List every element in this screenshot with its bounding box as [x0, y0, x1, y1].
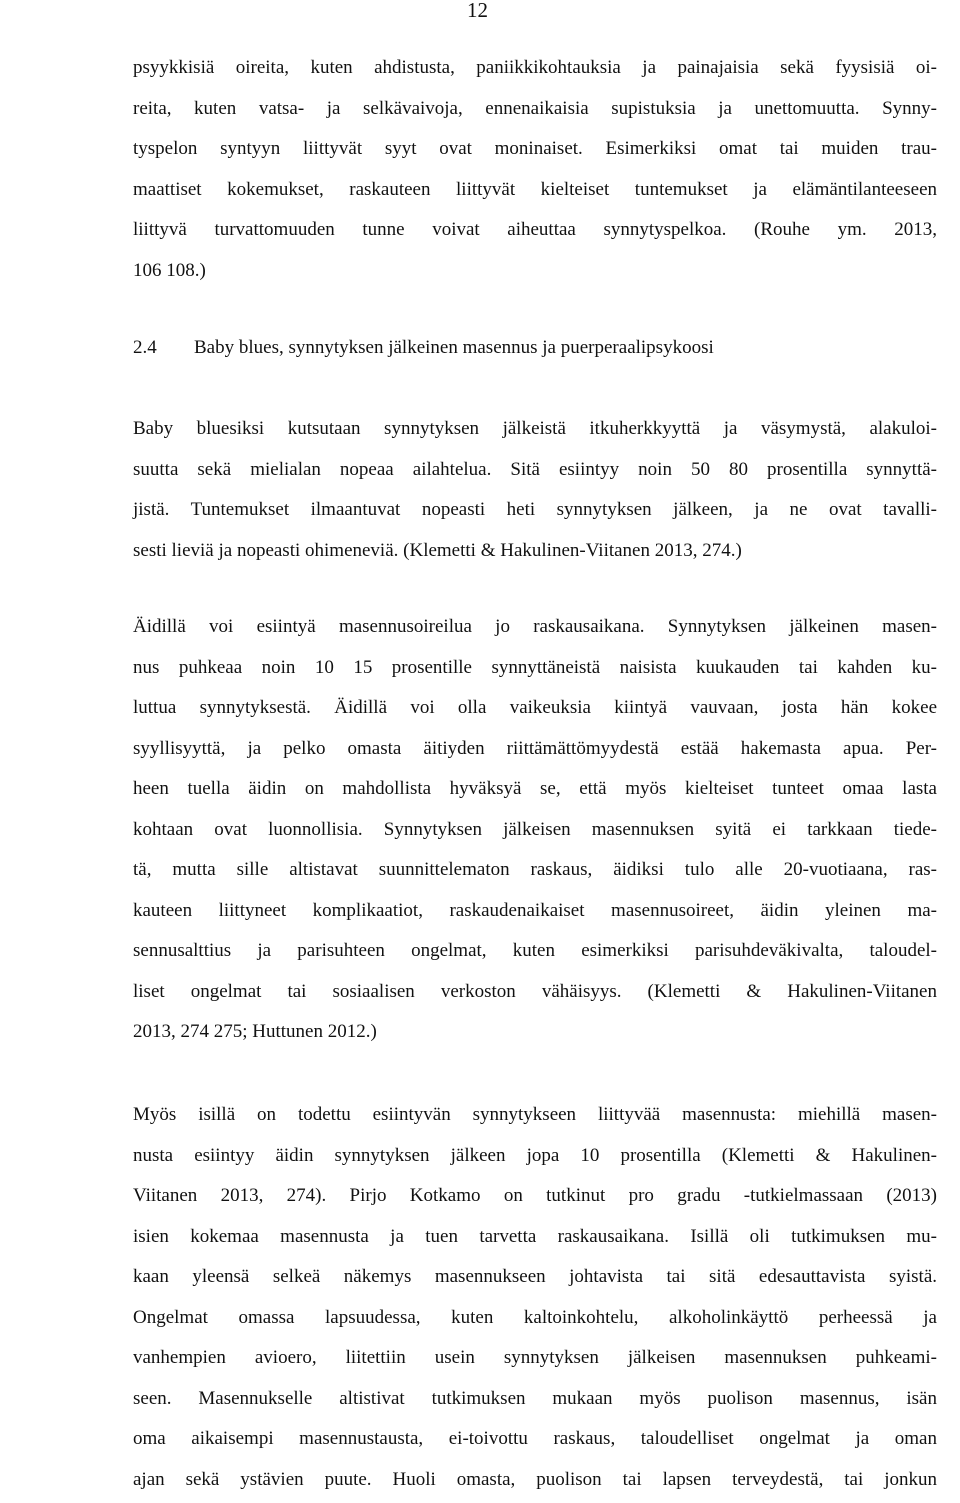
paragraph-line: nus puhkeaa noin 10 15 prosentille synnyttäneistä naisista kuukauden tai kahden ku-	[133, 656, 937, 678]
paragraph-line: sesti lieviä ja nopeasti ohimeneviä. (Klemetti & Hakulinen-Viitanen 2013, 274.)	[133, 539, 742, 561]
paragraph-line: isien kokemaa masennusta ja tuen tarvetta raskausaikana. Isillä oli tutkimuksen mu-	[133, 1225, 937, 1247]
paragraph-4	[133, 1095, 937, 1500]
paragraph-line: syyllisyyttä, ja pelko omasta äitiyden riittämättömyydestä estää hakemasta apua. Per-	[133, 737, 937, 759]
paragraph-line: heen tuella äidin on mahdollista hyväksyä se, että myös kielteiset tunteet omaa lasta	[133, 778, 937, 799]
paragraph-line: psyykkisiä oireita, kuten ahdistusta, paniikkikohtauksia ja painajaisia sekä fyysisiä oi-	[133, 57, 937, 78]
paragraph-line: Äidillä voi esiintyä masennusoireilua jo raskausaikana. Synnytyksen jälkeinen masen-	[133, 616, 937, 637]
paragraph-line: nusta esiintyy äidin synnytyksen jälkeen jopa 10 prosentilla (Klemetti & Hakulinen-	[133, 1144, 937, 1166]
section-heading	[133, 328, 937, 368]
paragraph-line: luttua synnytyksestä. Äidillä voi olla vaikeuksia kiintyä vauvaan, josta hän kokee	[133, 697, 937, 718]
section-number: 2.4	[133, 337, 157, 358]
paragraph-line: reita, kuten vatsa- ja selkävaivoja, ennenaikaisia supistuksia ja unettomuutta. Synny-	[133, 97, 937, 119]
paragraph-line: kohtaan ovat luonnollisia. Synnytyksen jälkeisen masennuksen syitä ei tarkkaan tiede-	[133, 818, 937, 840]
paragraph-line: Baby bluesiksi kutsutaan synnytyksen jälkeistä itkuherkkyyttä ja väsymystä, alakuloi-	[133, 418, 937, 439]
paragraph-line: liittyvä turvattomuuden tunne voivat aiheuttaa synnytyspelkoa. (Rouhe ym. 2013,	[133, 219, 937, 240]
paragraph-line: sennusalttius ja parisuhteen ongelmat, kuten esimerkiksi parisuhdeväkivalta, taloudel-	[133, 940, 937, 961]
paragraph-line: vanhempien avioero, liitettiin usein synnytyksen jälkeisen masennuksen puhkeami-	[133, 1347, 937, 1368]
section-title: Baby blues, synnytyksen jälkeinen masennus ja puerperaalipsykoosi	[194, 337, 714, 358]
paragraph-line: maattiset kokemukset, raskauteen liittyvät kielteiset tuntemukset ja elämäntilanteeseen	[133, 178, 937, 200]
paragraph-line: seen. Masennukselle altistivat tutkimuksen mukaan myös puolison masennus, isän	[133, 1387, 937, 1409]
paragraph-2	[133, 409, 937, 571]
paragraph-1	[133, 48, 937, 291]
paragraph-line: kaan yleensä selkeä näkemys masennukseen johtavista tai sitä edesauttavista syistä.	[133, 1266, 937, 1287]
paragraph-line: liset ongelmat tai sosiaalisen verkoston vähäisyys. (Klemetti & Hakulinen-Viitanen	[133, 980, 937, 1002]
paragraph-line: oma aikaisempi masennustausta, ei-toivottu raskaus, taloudelliset ongelmat ja oman	[133, 1428, 937, 1449]
page-number: 12	[467, 0, 488, 22]
paragraph-line: suutta sekä mielialan nopeaa ailahtelua. Sitä esiintyy noin 50 80 prosentilla synnyttä-	[133, 458, 937, 480]
paragraph-line: ajan sekä ystävien puute. Huoli omasta, puolison tai lapsen terveydestä, tai jonkun	[133, 1468, 937, 1490]
paragraph-line: 2013, 274 275; Huttunen 2012.)	[133, 1021, 377, 1042]
paragraph-line: tä, mutta sille altistavat suunnittelematon raskaus, äidiksi tulo alle 20-vuotiaana, ras-	[133, 859, 937, 880]
paragraph-line: 106 108.)	[133, 259, 206, 281]
paragraph-line: Viitanen 2013, 274). Pirjo Kotkamo on tutkinut pro gradu -tutkielmassaan (2013)	[133, 1185, 937, 1206]
paragraph-line: kauteen liittyneet komplikaatiot, raskaudenaikaiset masennusoireet, äidin yleinen ma-	[133, 899, 937, 921]
paragraph-line: tyspelon syntyyn liittyvät syyt ovat moninaiset. Esimerkiksi omat tai muiden trau-	[133, 138, 937, 159]
paragraph-line: Myös isillä on todettu esiintyvän synnytykseen liittyvää masennusta: miehillä masen-	[133, 1104, 937, 1125]
paragraph-line: Ongelmat omassa lapsuudessa, kuten kaltoinkohtelu, alkoholinkäyttö perheessä ja	[133, 1306, 937, 1328]
paragraph-3	[133, 607, 937, 1053]
paragraph-line: jistä. Tuntemukset ilmaantuvat nopeasti heti synnytyksen jälkeen, ja ne ovat tavalli-	[133, 499, 937, 520]
